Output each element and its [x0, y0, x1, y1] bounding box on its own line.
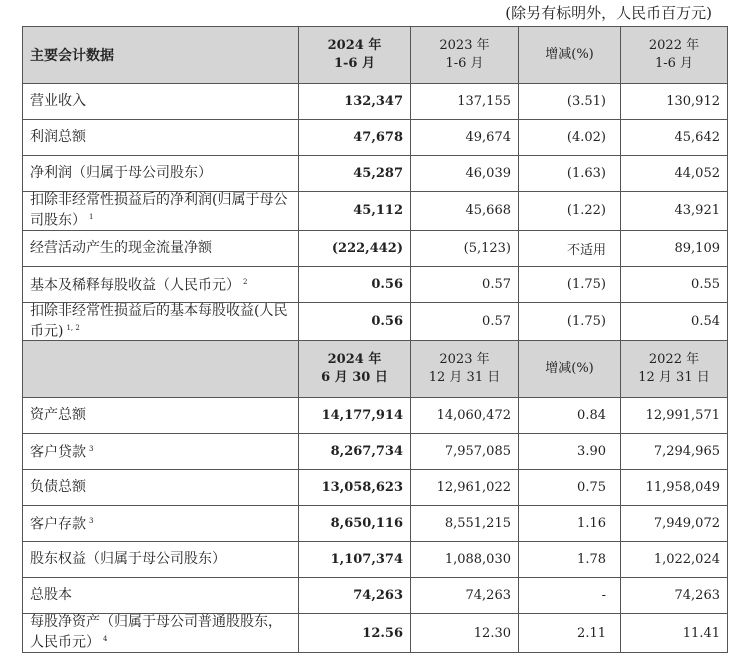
prior-value: 1,088,030 — [411, 542, 519, 578]
header-current-year: 2024 年 — [327, 352, 382, 368]
row-label-text: 扣除非经常性损益后的基本每股收益(人民币元) — [30, 302, 288, 340]
older-value: 0.54 — [621, 302, 728, 341]
row-label-text: 客户存款 — [30, 517, 86, 534]
row-label — [23, 192, 299, 231]
older-value: 7,294,965 — [621, 434, 728, 470]
current-value: 1,107,374 — [299, 542, 411, 578]
header-empty-cell — [23, 341, 299, 398]
header-prior-year: 2023 年 — [439, 352, 490, 368]
change-percent: (1.75) — [519, 266, 621, 302]
header-older-date-text: 12 月 31 日 — [638, 370, 710, 386]
row-label-text: 扣除非经常性损益后的净利润(归属于母公司股东） — [30, 192, 288, 229]
older-value: 130,912 — [621, 84, 728, 120]
header-older-year: 2022 年 — [648, 38, 700, 53]
change-percent: 不适用 — [519, 230, 621, 266]
footnote-marker: 3 — [89, 445, 94, 454]
row-label — [23, 266, 299, 302]
table-row — [23, 230, 728, 266]
current-value: 14,177,914 — [299, 398, 411, 434]
table-row — [23, 266, 728, 302]
row-label — [23, 434, 299, 470]
footnote-marker: 4 — [103, 635, 108, 644]
row-label — [23, 230, 299, 266]
row-label-text: 资产总额 — [30, 407, 86, 424]
table-header-period — [23, 27, 728, 84]
header-older-range: 1-6 月 — [654, 56, 694, 71]
prior-value: 14,060,472 — [411, 398, 519, 434]
change-percent: (1.63) — [519, 156, 621, 192]
table-row — [23, 84, 728, 120]
current-value: 45,112 — [299, 192, 411, 231]
prior-value: 7,957,085 — [411, 434, 519, 470]
header-prior-period — [411, 27, 519, 84]
row-label-text: 每股净资产（归属于母公司普通股股东，人民币元） — [30, 614, 282, 651]
older-value: 43,921 — [621, 192, 728, 231]
header-prior-year: 2023 年 — [439, 38, 490, 53]
table-row — [23, 398, 728, 434]
table-header-date — [23, 341, 728, 398]
unit-note: (除另有标明外，人民币百万元) — [505, 4, 712, 22]
older-value: 12,991,571 — [621, 398, 728, 434]
table-row — [23, 470, 728, 506]
table-row — [23, 192, 728, 231]
current-value: 0.56 — [299, 302, 411, 341]
current-value: 8,650,116 — [299, 506, 411, 542]
prior-value: 0.57 — [411, 266, 519, 302]
footnote-marker: 1, 2 — [66, 323, 80, 332]
row-label — [23, 506, 299, 542]
prior-value: 74,263 — [411, 578, 519, 614]
table-row — [23, 578, 728, 614]
table-row — [23, 434, 728, 470]
change-percent: (1.75) — [519, 302, 621, 341]
change-percent: 3.90 — [519, 434, 621, 470]
older-value: 1,022,024 — [621, 542, 728, 578]
financial-data-table — [22, 26, 728, 653]
row-label — [23, 156, 299, 192]
row-label — [23, 120, 299, 156]
row-label — [23, 578, 299, 614]
prior-value: 12,961,022 — [411, 470, 519, 506]
current-value: (222,442) — [299, 230, 411, 266]
change-percent: (1.22) — [519, 192, 621, 231]
header-older-date — [621, 341, 728, 398]
prior-value: 49,674 — [411, 120, 519, 156]
header-change: 增减(%) — [519, 341, 621, 398]
table-row — [23, 120, 728, 156]
row-label-text: 经营活动产生的现金流量净额 — [30, 239, 212, 256]
current-value: 132,347 — [299, 84, 411, 120]
prior-value: 8,551,215 — [411, 506, 519, 542]
older-value: 7,949,072 — [621, 506, 728, 542]
footnote-marker: 2 — [243, 277, 248, 286]
header-older-year: 2022 年 — [648, 352, 700, 368]
current-value: 13,058,623 — [299, 470, 411, 506]
prior-value: 12.30 — [411, 614, 519, 653]
older-value: 0.55 — [621, 266, 728, 302]
row-label-text: 利润总额 — [30, 129, 86, 145]
prior-value: 137,155 — [411, 84, 519, 120]
row-label-text: 营业收入 — [30, 93, 86, 109]
older-value: 44,052 — [621, 156, 728, 192]
row-label — [23, 542, 299, 578]
current-value: 45,287 — [299, 156, 411, 192]
older-value: 11.41 — [621, 614, 728, 653]
table-row — [23, 506, 728, 542]
header-current-year: 2024 年 — [327, 38, 382, 53]
change-percent: (3.51) — [519, 84, 621, 120]
row-label-text: 总股本 — [30, 587, 72, 604]
change-percent: 0.75 — [519, 470, 621, 506]
header-current-range: 1-6 月 — [333, 56, 375, 71]
prior-value: 46,039 — [411, 156, 519, 192]
current-value: 74,263 — [299, 578, 411, 614]
table-row — [23, 542, 728, 578]
change-percent: (4.02) — [519, 120, 621, 156]
prior-value: (5,123) — [411, 230, 519, 266]
header-prior-date — [411, 341, 519, 398]
change-percent: - — [519, 578, 621, 614]
current-value: 0.56 — [299, 266, 411, 302]
table-row — [23, 302, 728, 341]
footnote-marker: 3 — [89, 517, 94, 526]
change-percent: 0.84 — [519, 398, 621, 434]
prior-value: 0.57 — [411, 302, 519, 341]
row-label-text: 基本及稀释每股收益（人民币元） — [30, 277, 240, 294]
table-row — [23, 614, 728, 653]
row-label — [23, 398, 299, 434]
change-percent: 1.78 — [519, 542, 621, 578]
change-percent: 2.11 — [519, 614, 621, 653]
header-current-date — [299, 341, 411, 398]
row-label — [23, 84, 299, 120]
row-label-text: 客户贷款 — [30, 445, 86, 462]
older-value: 74,263 — [621, 578, 728, 614]
row-label-text: 负债总额 — [30, 479, 86, 496]
current-value: 12.56 — [299, 614, 411, 653]
change-percent: 1.16 — [519, 506, 621, 542]
header-prior-date-text: 12 月 31 日 — [428, 370, 501, 386]
row-label — [23, 470, 299, 506]
older-value: 11,958,049 — [621, 470, 728, 506]
table-row — [23, 156, 728, 192]
current-value: 47,678 — [299, 120, 411, 156]
header-older-period — [621, 27, 728, 84]
older-value: 45,642 — [621, 120, 728, 156]
footnote-marker: 1 — [89, 213, 94, 221]
header-prior-range: 1-6 月 — [445, 56, 484, 71]
older-value: 89,109 — [621, 230, 728, 266]
row-label — [23, 302, 299, 341]
header-current-date-text: 6 月 30 日 — [321, 370, 388, 386]
header-change: 增减(%) — [519, 27, 621, 84]
current-value: 8,267,734 — [299, 434, 411, 470]
prior-value: 45,668 — [411, 192, 519, 231]
header-current-period — [299, 27, 411, 84]
row-label-text: 股东权益（归属于母公司股东） — [30, 551, 226, 568]
row-label-text: 净利润（归属于母公司股东） — [30, 165, 212, 181]
header-main-data-label: 主要会计数据 — [23, 27, 299, 84]
row-label — [23, 614, 299, 653]
